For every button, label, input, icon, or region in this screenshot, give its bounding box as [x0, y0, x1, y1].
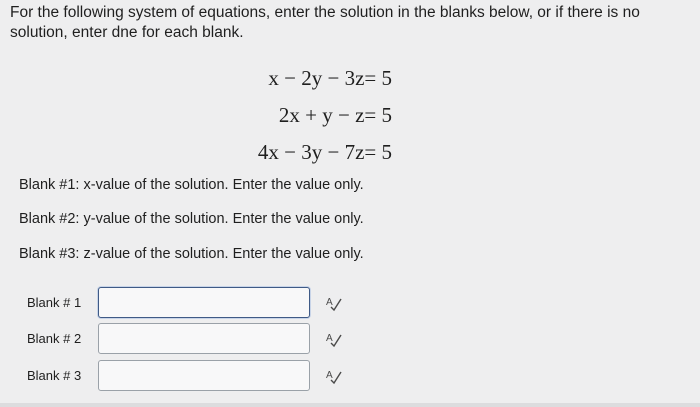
blank-3-input[interactable]: [98, 360, 310, 391]
equation-2: [180, 97, 392, 134]
blank-2-description: Blank #2: y-value of the solution. Enter the value only.: [19, 211, 364, 227]
blank-1-row: [0, 287, 700, 323]
equation-3: [180, 134, 392, 171]
blank-1-label: Blank # 1: [27, 295, 82, 310]
bottom-divider: [0, 403, 700, 407]
blank-2-row: [0, 323, 700, 359]
question-instructions: For the following system of equations, enter the solution in the blanks below, or if there is no solution, enter dne for each blank.: [10, 4, 640, 41]
spell-check-icon[interactable]: [322, 364, 346, 388]
blank-2-input[interactable]: [98, 323, 310, 354]
blank-3-row: [0, 360, 700, 396]
equation-2-rhs: = 5: [364, 103, 392, 127]
svg-text:A: A: [326, 297, 333, 308]
equation-1: [180, 60, 392, 97]
blank-3-description: Blank #3: z-value of the solution. Enter the value only.: [19, 246, 364, 262]
equation-3-lhs: 4x − 3y − 7z: [257, 140, 365, 164]
blank-1-description: Blank #1: x-value of the solution. Enter the value only.: [19, 177, 364, 193]
spell-check-icon[interactable]: [322, 291, 346, 315]
equation-3-rhs: = 5: [364, 140, 392, 164]
svg-text:A: A: [326, 370, 333, 381]
spell-check-icon[interactable]: [322, 327, 346, 351]
blank-2-label: Blank # 2: [27, 331, 82, 346]
equation-system: [180, 60, 392, 171]
equation-1-lhs: x − 2y − 3z: [268, 66, 365, 90]
blank-3-label: Blank # 3: [27, 368, 82, 383]
equation-2-lhs: 2x + y − z: [278, 103, 365, 127]
equation-1-rhs: = 5: [364, 66, 392, 90]
svg-text:A: A: [326, 333, 333, 344]
blank-1-input[interactable]: [98, 287, 310, 318]
